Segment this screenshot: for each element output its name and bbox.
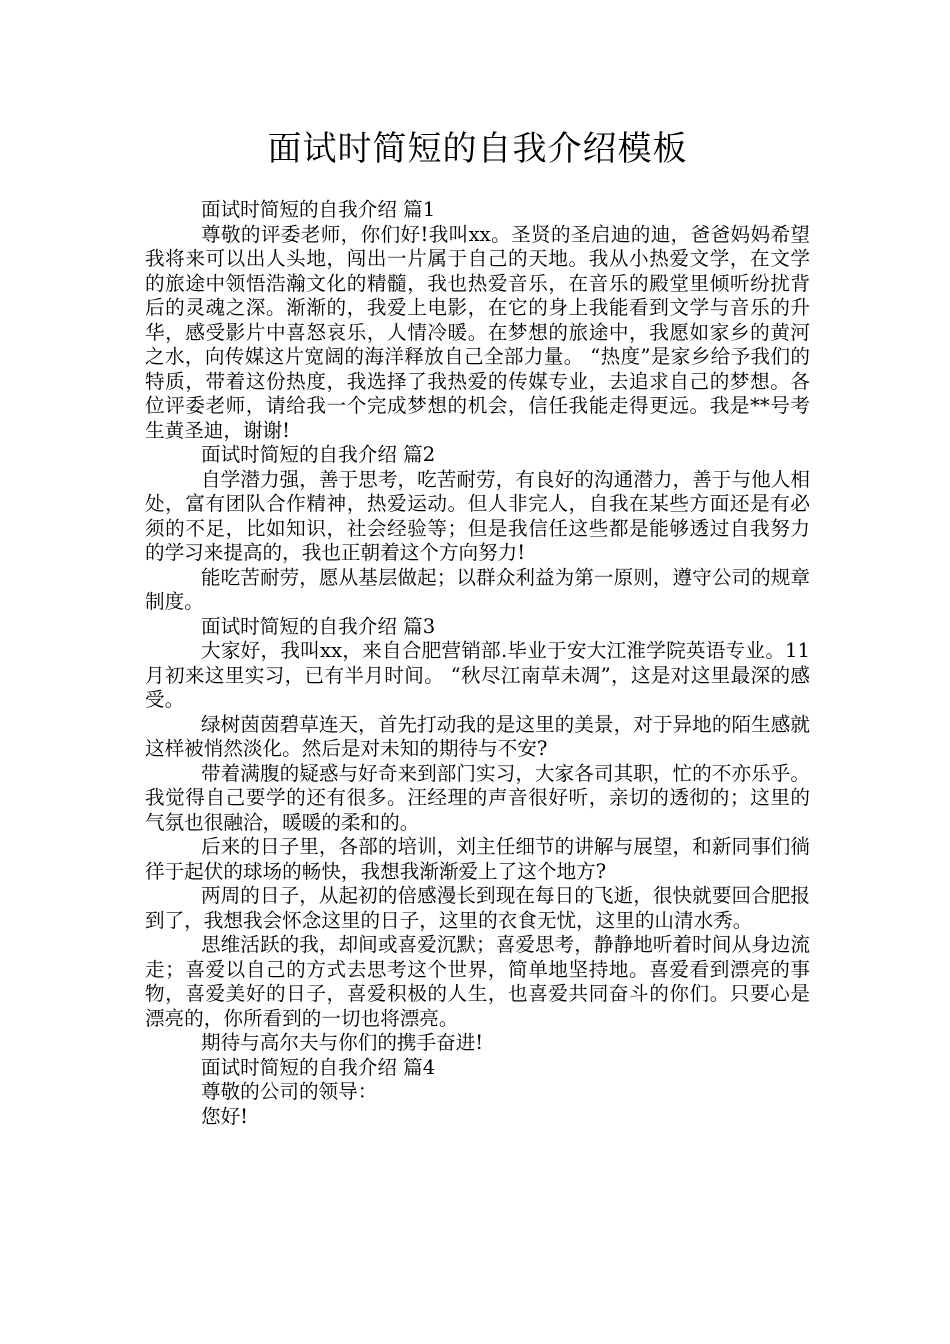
paragraph: 两周的日子，从起初的倍感漫长到现在每日的飞逝，很快就要回合肥报到了，我想我会怀念这里的日子，这里的衣食无忧，这里的山清水秀。 [145,884,810,932]
document-body [145,198,810,1129]
section-heading-1: 面试时简短的自我介绍 篇1 [201,198,436,221]
paragraph: 后来的日子里，各部的培训，刘主任细节的讲解与展望，和新同事们徜徉于起伏的球场的畅快，我想我渐渐爱上了这个地方? [145,835,810,883]
paragraph: 自学潜力强，善于思考，吃苦耐劳，有良好的沟通潜力，善于与他人相处，富有团队合作精神，热爱运动。但人非完人，自我在某些方面还是有必须的不足，比如知识，社会经验等；但是我信任这些都是能够透过自我努力的学习来提高的，我也正朝着这个方向努力! [145,467,810,564]
paragraph: 尊敬的评委老师，你们好!我叫xx。圣贤的圣启迪的迪，爸爸妈妈希望我将来可以出人头地，闯出一片属于自己的天地。我从小热爱文学，在文学的旅途中领悟浩瀚文化的精髓，我也热爱音乐，在音乐的殿堂里倾听纷扰背后的灵魂之深。渐渐的，我爱上电影，在它的身上我能看到文学与音乐的升华，感受影片中喜怒哀乐，人情冷暖。在梦想的旅途中，我愿如家乡的黄河之水，向传媒这片宽阔的海洋释放自己全部力量。 “热度”是家乡给予我们的特质，带着这份热度，我选择了我热爱的传媒专业，去追求自己的梦想。各位评委老师，请给我一个完成梦想的机会，信任我能走得更远。我是**号考生黄圣迪，谢谢! [145,222,810,442]
paragraph: 绿树茵茵碧草连天，首先打动我的是这里的美景，对于异地的陌生感就这样被悄然淡化。然后是对未知的期待与不安? [145,712,810,760]
paragraph: 期待与高尔夫与你们的携手奋进! [201,1031,484,1054]
paragraph: 大家好，我叫xx，来自合肥营销部.毕业于安大江淮学院英语专业。11月初来这里实习，已有半月时间。 “秋尽江南草未凋”，这是对这里最深的感受。 [145,639,810,711]
section-heading-3: 面试时简短的自我介绍 篇3 [201,614,436,638]
section-heading-4: 面试时简短的自我介绍 篇4 [201,1055,436,1079]
paragraph: 能吃苦耐劳，愿从基层做起；以群众利益为第一原则，遵守公司的规章制度。 [145,565,810,613]
section-heading-2: 面试时简短的自我介绍 篇2 [201,443,436,466]
document-title: 面试时简短的自我介绍模板 [267,129,688,169]
paragraph: 思维活跃的我，却间或喜爱沉默；喜爱思考，静静地听着时间从身边流走；喜爱以自己的方式去思考这个世界，简单地坚持地。喜爱看到漂亮的事物，喜爱美好的日子，喜爱积极的人生，也喜爱共同奋斗的你们。只要心是漂亮的，你所看到的一切也将漂亮。 [145,933,810,1030]
document-page [145,124,810,1129]
paragraph: 尊敬的公司的领导： [201,1080,378,1103]
paragraph: 您好! [201,1104,249,1128]
paragraph: 带着满腹的疑惑与好奇来到部门实习，大家各司其职，忙的不亦乐乎。我觉得自己要学的还有很多。汪经理的声音很好听，亲切的透彻的；这里的气氛也很融洽，暖暖的柔和的。 [145,761,810,834]
